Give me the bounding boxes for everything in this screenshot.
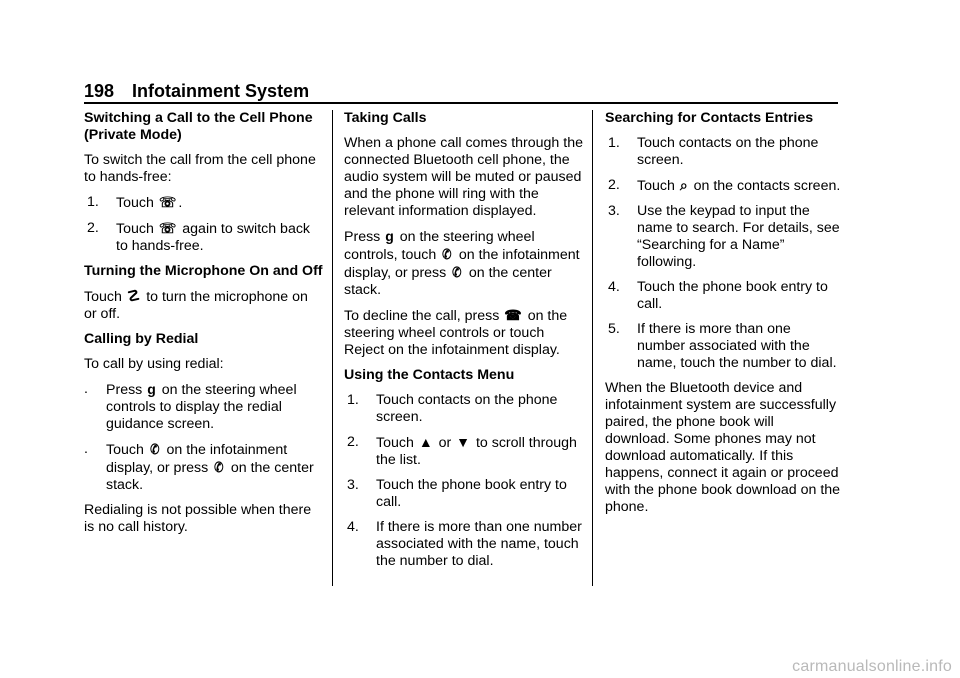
phone-icon: ✆ bbox=[149, 441, 160, 457]
step-text-part: . bbox=[178, 195, 183, 211]
text-part: on the steering wheel controls, touch bbox=[344, 229, 535, 263]
scroll-down-icon: ▼ bbox=[456, 434, 471, 450]
text-part: to turn the microphone on or off. bbox=[84, 289, 308, 322]
heading-private-mode: Switching a Call to the Cell Phone (Private Mode) bbox=[84, 110, 313, 143]
text-part: on the center stack. bbox=[344, 265, 552, 298]
step-text bbox=[376, 434, 584, 469]
page-title: Infotainment System bbox=[132, 81, 310, 101]
step-number: 4. bbox=[347, 519, 359, 535]
text-part: Touch bbox=[84, 289, 126, 305]
step-item bbox=[344, 434, 584, 469]
text-part: on the steering wheel controls or touch Reject on the infotainment display. bbox=[344, 308, 568, 358]
step-item bbox=[605, 177, 841, 195]
step-number: 3. bbox=[608, 203, 620, 219]
step-item bbox=[344, 477, 584, 511]
text-part: Press bbox=[344, 229, 385, 245]
paragraph: When the Bluetooth device and infotainment system are successfully paired, the phone book will download. Some phones may not download automatically. If this happens, connect it again or proceed with the phone book download on the phone. bbox=[605, 380, 841, 515]
step-text-part: again to switch back to hands-free. bbox=[116, 221, 311, 254]
step-number: 1. bbox=[608, 135, 620, 151]
paragraph: To call by using redial: bbox=[84, 356, 224, 372]
paragraph: Redialing is not possible when there is no call history. bbox=[84, 502, 312, 535]
microphone-icon: ☡ bbox=[126, 288, 141, 305]
step-item bbox=[344, 392, 584, 426]
step-number: 5. bbox=[608, 321, 620, 337]
step-item bbox=[605, 135, 841, 169]
text-part: on the infotainment display, or press bbox=[106, 442, 288, 476]
phone-icon: ✆ bbox=[214, 459, 224, 475]
bullet-marker: . bbox=[84, 381, 88, 397]
step-text: Touch contacts on the phone screen. bbox=[376, 392, 558, 425]
step-text bbox=[637, 177, 841, 195]
bullet-text bbox=[106, 441, 324, 494]
step-text: If there is more than one number associated with the name, touch the number to dial. bbox=[376, 519, 582, 569]
paragraph: To switch the call from the cell phone to hands-free: bbox=[84, 152, 316, 185]
step-text bbox=[116, 220, 324, 255]
text-part: Touch bbox=[106, 442, 148, 458]
column-1 bbox=[84, 110, 324, 544]
steering-call-icon: g bbox=[385, 228, 394, 244]
handset-icon: ☏ bbox=[158, 220, 177, 236]
column-3 bbox=[605, 110, 841, 524]
paragraph bbox=[344, 307, 584, 359]
step-text: Touch the phone book entry to call. bbox=[376, 477, 567, 510]
paragraph bbox=[84, 288, 324, 323]
heading-taking-calls: Taking Calls bbox=[344, 110, 427, 126]
header-rule bbox=[84, 102, 838, 104]
text-part: on the center stack. bbox=[106, 460, 314, 493]
text-part: or bbox=[434, 435, 456, 451]
paragraph: When a phone call comes through the connected Bluetooth cell phone, the audio system will be muted or paused and the phone will ring with the relevant information displayed. bbox=[344, 135, 583, 219]
text-part: Touch bbox=[376, 435, 418, 451]
decline-call-icon: ☎ bbox=[504, 307, 522, 323]
step-item bbox=[605, 203, 841, 271]
text-part: on the infotainment display, or press bbox=[344, 247, 580, 281]
heading-searching-contacts: Searching for Contacts Entries bbox=[605, 110, 814, 126]
page-header bbox=[84, 80, 309, 102]
heading-redial: Calling by Redial bbox=[84, 331, 199, 347]
step-text: If there is more than one number associated with the name, touch the number to dial. bbox=[637, 321, 837, 371]
bullet-item bbox=[84, 381, 324, 433]
step-number: 2. bbox=[608, 177, 620, 193]
text-part: To decline the call, press bbox=[344, 308, 504, 324]
step-text: Use the keypad to input the name to search. For details, see “Searching for a Name” following. bbox=[637, 203, 840, 270]
step-item bbox=[344, 519, 584, 570]
steering-call-icon: g bbox=[147, 381, 156, 397]
step-number: 3. bbox=[347, 477, 359, 493]
search-icon: ⌕ bbox=[679, 177, 688, 193]
column-divider-1 bbox=[332, 110, 333, 586]
watermark: carmanualsonline.info bbox=[792, 658, 952, 675]
text-part: on the contacts screen. bbox=[689, 178, 841, 194]
scroll-up-icon: ▲ bbox=[418, 434, 433, 450]
step-number: 4. bbox=[608, 279, 620, 295]
step-text: Touch the phone book entry to call. bbox=[637, 279, 828, 312]
paragraph bbox=[344, 228, 584, 299]
step-number: 2. bbox=[347, 434, 359, 450]
step-number: 2. bbox=[87, 220, 99, 236]
step-text bbox=[116, 194, 324, 212]
step-item bbox=[84, 220, 324, 255]
bullet-text bbox=[106, 381, 324, 433]
phone-icon: ✆ bbox=[452, 264, 462, 280]
bullet-marker: . bbox=[84, 441, 88, 457]
phone-icon: ✆ bbox=[442, 246, 452, 262]
page-number: 198 bbox=[84, 81, 115, 101]
heading-microphone: Turning the Microphone On and Off bbox=[84, 263, 323, 279]
text-part: on the steering wheel controls to display the redial guidance screen. bbox=[106, 382, 297, 432]
step-text-part: Touch bbox=[116, 195, 158, 211]
handset-icon: ☏ bbox=[158, 194, 177, 210]
step-number: 1. bbox=[87, 194, 99, 210]
text-part: to scroll through the list. bbox=[376, 435, 577, 468]
column-2 bbox=[344, 110, 584, 578]
step-item bbox=[605, 279, 841, 313]
step-text-part: Touch bbox=[116, 221, 158, 237]
step-item bbox=[605, 321, 841, 372]
column-divider-2 bbox=[592, 110, 593, 586]
step-text: Touch contacts on the phone screen. bbox=[637, 135, 819, 168]
heading-contacts-menu: Using the Contacts Menu bbox=[344, 367, 515, 383]
bullet-item bbox=[84, 441, 324, 494]
text-part: Touch bbox=[637, 178, 679, 194]
step-number: 1. bbox=[347, 392, 359, 408]
step-item bbox=[84, 194, 324, 212]
text-part: Press bbox=[106, 382, 147, 398]
